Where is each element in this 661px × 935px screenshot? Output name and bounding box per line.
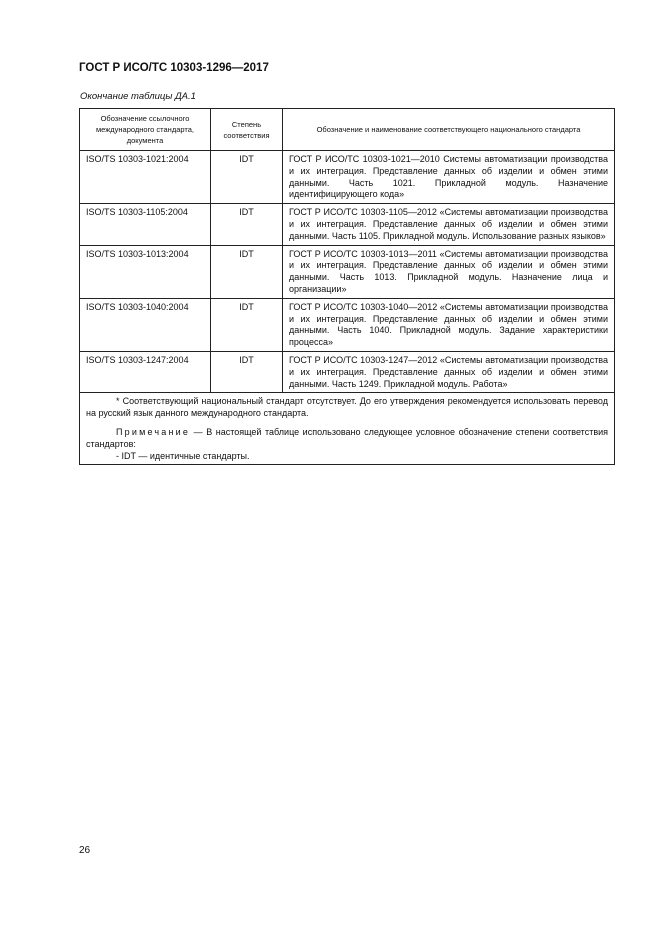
footnote: * Соответствующий национальный стандарт отсутствует. До его утверждения рекомендуется использовать перевод на русский язык данного международного стандарта. [86,396,608,419]
table-row [80,245,615,298]
table-row [80,151,615,204]
document-header: ГОСТ Р ИСО/ТС 10303-1296—2017 [79,62,269,74]
national-cell: ГОСТ Р ИСО/ТС 10303-1013—2011 «Системы автоматизации производства и их интеграция. Представление данных об изделии и обмен этими данными. Часть 1013. Прикладной модуль. Назначение лица и организации» [283,245,615,298]
note [86,427,608,451]
col-header-ref: Обозначение ссылочного международного стандарта, документа [80,109,211,151]
ref-cell: ISO/TS 10303-1040:2004 [80,298,211,351]
notes-cell [80,393,615,465]
ref-cell: ISO/TS 10303-1013:2004 [80,245,211,298]
degree-cell: IDT [211,204,283,245]
table-caption: Окончание таблицы ДА.1 [80,91,196,102]
table-row [80,351,615,392]
degree-cell: IDT [211,298,283,351]
note-label: Примечание [116,426,191,437]
ref-cell: ISO/TS 10303-1021:2004 [80,151,211,204]
degree-cell: IDT [211,245,283,298]
col-header-degree: Степень соответствия [211,109,283,151]
degree-cell: IDT [211,351,283,392]
national-cell: ГОСТ Р ИСО/ТС 10303-1021—2010 Системы автоматизации производства и их интеграция. Представление данных об изделии и обмен этими данными. Часть 1021. Прикладной модуль. Назначение идентифицирующего кода» [283,151,615,204]
national-cell: ГОСТ Р ИСО/ТС 10303-1040—2012 «Системы автоматизации производства и их интеграция. Представление данных об изделии и обмен этими данными. Часть 1040. Прикладной модуль. Задание характеристики процесса» [283,298,615,351]
ref-cell: ISO/TS 10303-1247:2004 [80,351,211,392]
table-header-row [80,109,615,151]
ref-cell: ISO/TS 10303-1105:2004 [80,204,211,245]
notes-row [80,393,615,465]
standards-table [79,108,615,465]
table-row [80,298,615,351]
col-header-national: Обозначение и наименование соответствующего национального стандарта [283,109,615,151]
page-number: 26 [79,845,91,856]
table-row [80,204,615,245]
national-cell: ГОСТ Р ИСО/ТС 10303-1105—2012 «Системы автоматизации производства и их интеграция. Представление данных об изделии и обмен этими данными. Часть 1105. Прикладной модуль. Использование разных языков» [283,204,615,245]
note-text: — В настоящей таблице использовано следующее условное обозначение степени соответствия стандартов: [86,426,608,449]
note-item: - IDT — идентичные стандарты. [116,450,250,461]
degree-cell: IDT [211,151,283,204]
national-cell: ГОСТ Р ИСО/ТС 10303-1247—2012 «Системы автоматизации производства и их интеграция. Представление данных об изделии и обмен этими данными. Часть 1249. Прикладной модуль. Работа» [283,351,615,392]
